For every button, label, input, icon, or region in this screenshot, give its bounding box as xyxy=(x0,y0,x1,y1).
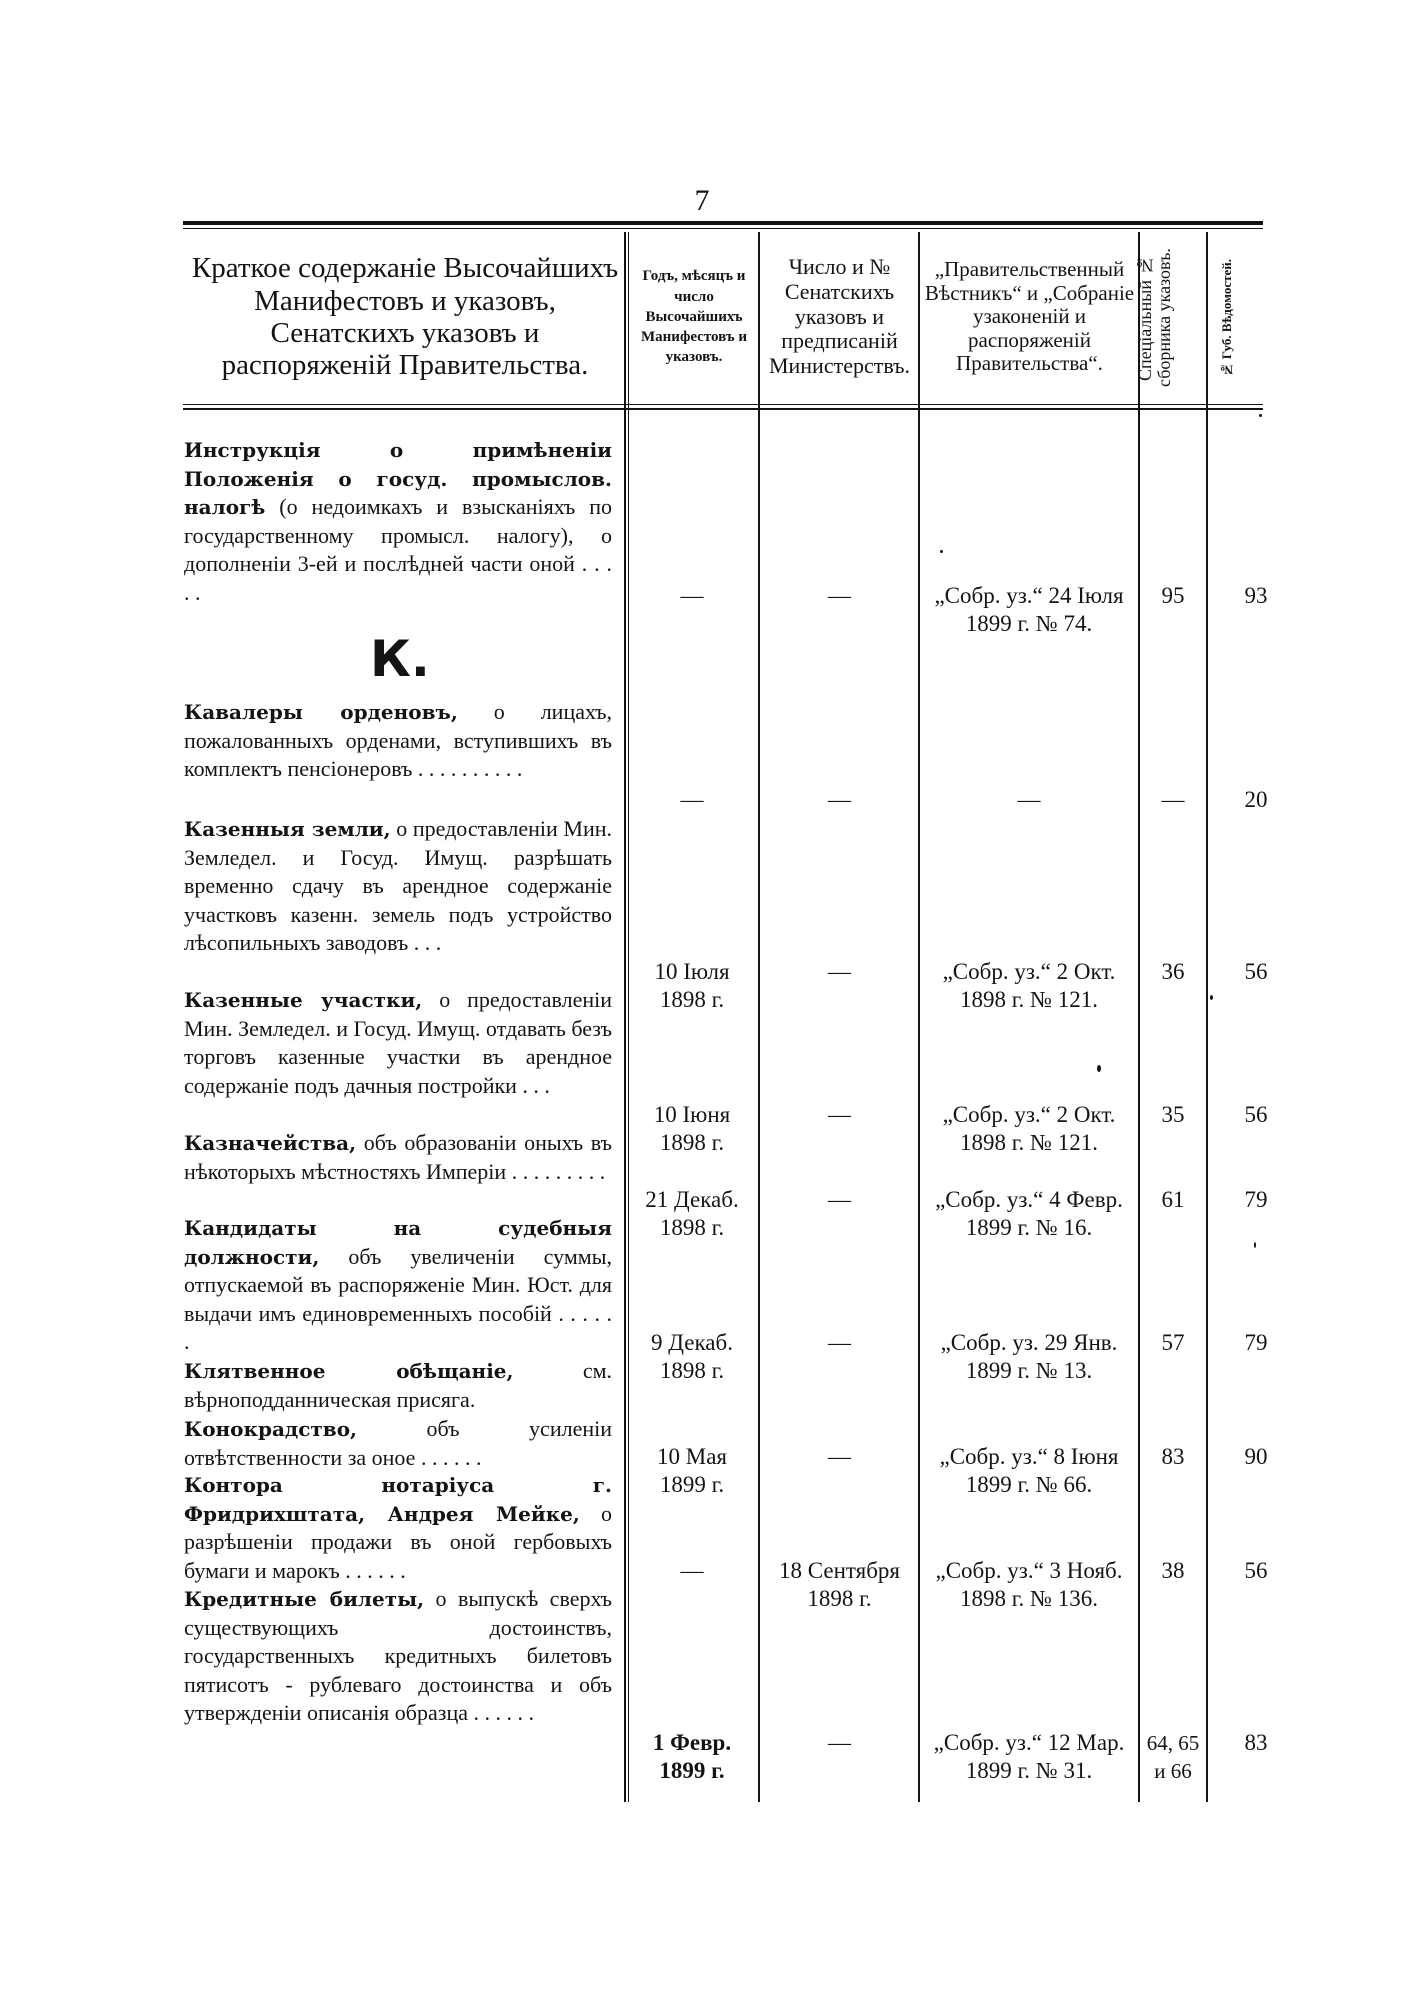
entry-1-gazette-1: — xyxy=(1017,787,1041,812)
entry-9-gazette-1: „Собр. уз.“ 12 Мар. xyxy=(933,1730,1125,1755)
top-rule-thick xyxy=(183,221,1263,225)
header-rule-thin xyxy=(183,404,1263,405)
entry-instruction: Инструкція о примѣненіи Положенія о госуд. промыслов. налогѣ (о недоимкахъ и взысканіяхъ по государственному промысл. налогу), о дополненіи 3-ей и послѣдней части оной . . . . . xyxy=(184,438,612,605)
entry-9-gub: 83 xyxy=(1244,1730,1268,1755)
entry-2-special: 36 xyxy=(1161,959,1185,984)
entry-3-gazette-2: 1898 г. № 121. xyxy=(959,1130,1099,1155)
entry-2-date: 10 Іюля xyxy=(654,959,730,984)
entry-9-date-year: 1899 г. xyxy=(659,1758,725,1783)
entry-5-date-year: 1898 г. xyxy=(659,1358,725,1383)
header-senate: Число и № Сенатскихъ указовъ и предписаній Министерствъ. xyxy=(768,254,911,378)
entry-9-senate: — xyxy=(828,1730,851,1755)
entry-1-date: — xyxy=(680,787,704,812)
entry-7-gazette-1: „Собр. уз.“ 8 Іюня xyxy=(939,1444,1119,1469)
entry-8-gazette-2: 1898 г. № 136. xyxy=(959,1586,1099,1611)
header-summary: Краткое содержаніе Высочайшихъ Манифестовъ и указовъ, Сенатскихъ указовъ и распоряженій Правительства. xyxy=(191,252,619,382)
entry-state-plots: Казенные участки, о предоставленіи Мин. Земледел. и Госуд. Имущ. отдавать безъ торговъ казенные участки въ арендное содержаніе подъ дачныя постройки . . . xyxy=(184,987,612,1098)
entry-9-gazette-2: 1899 г. № 31. xyxy=(965,1758,1093,1783)
header-date: Годъ, мѣсяцъ и число Высочайшихъ Манифестовъ и указовъ. xyxy=(641,268,747,366)
entry-2-date-year: 1898 г. xyxy=(659,987,725,1012)
entry-4-senate: — xyxy=(828,1187,851,1212)
header-gub-vedomosti: № Губ. Вѣдомостей. xyxy=(1219,258,1234,378)
entry-7-date-year: 1899 г. xyxy=(659,1472,725,1497)
entry-7-gazette-2: 1899 г. № 66. xyxy=(965,1472,1093,1497)
entry-5-date: 9 Декаб. xyxy=(651,1330,733,1355)
entry-2-gazette-2: 1898 г. № 121. xyxy=(959,987,1099,1012)
entry-8-special: 38 xyxy=(1161,1558,1185,1583)
entry-0-special: 95 xyxy=(1161,583,1185,608)
entry-oath: Клятвенное обѣщаніе, см. вѣрноподданническая присяга. xyxy=(184,1358,612,1412)
entry-8-gub: 56 xyxy=(1244,1558,1268,1583)
entry-0-date: — xyxy=(680,583,704,608)
entry-5-special: 57 xyxy=(1161,1330,1185,1355)
entry-cavaliers: Кавалеры орденовъ, о лицахъ, пожалованныхъ орденами, вступившихъ въ комплектъ пенсіонеровъ . . . . . . . . . . xyxy=(184,699,613,781)
entry-0-gazette-1: „Собр. уз.“ 24 Іюля xyxy=(934,583,1124,608)
page-number: 7 xyxy=(694,184,710,217)
header-special-collection: Спеціальный № сборника указовъ. xyxy=(1135,248,1174,388)
entry-9-date: 1 Февр. xyxy=(652,1730,732,1755)
entry-4-date-year: 1898 г. xyxy=(659,1215,725,1240)
entry-0-senate: — xyxy=(828,583,851,608)
entry-2-senate: — xyxy=(828,959,851,984)
entry-credit-notes: Кредитные билеты, о выпускѣ сверхъ существующихъ достоинствъ, государственныхъ кредитныхъ билетовъ пятисотъ - рублеваго достоинства и объ утвержденіи описанія образца . . . . . . xyxy=(184,1586,613,1725)
entry-3-date: 10 Іюня xyxy=(653,1102,731,1127)
entry-2-gazette-1: „Собр. уз.“ 2 Окт. xyxy=(942,959,1116,984)
entry-7-date: 10 Мая xyxy=(657,1444,727,1469)
entry-7-gub: 90 xyxy=(1244,1444,1268,1469)
entry-8-senate-year: 1898 г. xyxy=(807,1586,872,1611)
entry-horse-theft: Конокрадство, объ усиленіи отвѣтственности за оное . . . . . . xyxy=(184,1416,612,1470)
header-rule-thick xyxy=(183,408,1263,410)
entry-judicial-candidates: Кандидаты на судебныя должности, объ увеличеніи суммы, отпускаемой въ распоряженіе Мин. Юст. для выдачи имъ единовременныхъ пособій . . . . . . xyxy=(184,1216,612,1354)
entry-3-date-year: 1898 г. xyxy=(659,1130,725,1155)
entry-0-gazette-2: 1899 г. № 74. xyxy=(965,611,1093,636)
entry-1-gub: 20 xyxy=(1244,787,1268,812)
entry-3-senate: — xyxy=(828,1102,851,1127)
print-speck xyxy=(940,550,943,553)
entry-4-gazette-2: 1899 г. № 16. xyxy=(965,1215,1093,1240)
entry-5-gub: 79 xyxy=(1244,1330,1268,1355)
section-letter: К. xyxy=(370,630,430,688)
entry-9-special-2: и 66 xyxy=(1154,1759,1192,1783)
entry-1-special: — xyxy=(1161,787,1185,812)
print-speck xyxy=(1210,995,1213,1000)
entry-3-special: 35 xyxy=(1161,1102,1185,1127)
col-divider-5 xyxy=(1206,232,1208,1802)
entry-treasuries: Казначейства, объ образованіи оныхъ въ нѣкоторыхъ мѣстностяхъ Имперіи . . . . . . . . . xyxy=(184,1130,613,1184)
entry-0-gub: 93 xyxy=(1244,583,1268,608)
entry-4-gub: 79 xyxy=(1244,1187,1268,1212)
print-speck xyxy=(1254,1242,1256,1248)
entry-4-gazette-1: „Собр. уз.“ 4 Февр. xyxy=(935,1187,1123,1212)
entry-5-senate: — xyxy=(828,1330,851,1355)
entry-4-date: 21 Декаб. xyxy=(645,1187,739,1212)
entry-3-gazette-1: „Собр. уз.“ 2 Окт. xyxy=(942,1102,1116,1127)
header-gazette: „Правительственный Вѣстникъ“ и „Собраніе узаконеній и распоряженій Правительства“. xyxy=(924,257,1135,376)
entry-5-gazette-2: 1899 г. № 13. xyxy=(965,1358,1093,1383)
entry-7-senate: — xyxy=(828,1444,851,1469)
entry-8-date: — xyxy=(680,1558,704,1583)
entry-5-gazette-1: „Собр. уз. 29 Янв. xyxy=(940,1330,1118,1355)
entry-9-special: 64, 65 xyxy=(1146,1731,1200,1755)
entry-4-special: 61 xyxy=(1161,1187,1185,1212)
entry-state-lands: Казенныя земли, о предоставленіи Мин. Земледел. и Госуд. Имущ. разрѣшать временно сдачу въ арендное содержаніе участковъ казенн. земель подъ устройство лѣсопильныхъ заводовъ . . . xyxy=(184,816,613,955)
entry-2-gub: 56 xyxy=(1244,959,1268,984)
col-divider-2 xyxy=(758,232,760,1802)
entry-3-gub: 56 xyxy=(1244,1102,1268,1127)
top-rule-thin xyxy=(183,228,1263,229)
col-divider-1 xyxy=(624,232,626,1802)
print-speck xyxy=(1259,414,1262,417)
entry-8-senate: 18 Сентября xyxy=(779,1558,900,1583)
entry-7-special: 83 xyxy=(1161,1444,1185,1469)
entry-notary-office: Контора нотаріуса г. Фридрихштата, Андрея Мейке, о разрѣшеніи продажи въ оной гербовыхъ бумаги и марокъ . . . . . . xyxy=(184,1473,612,1583)
entry-8-gazette-1: „Собр. уз.“ 3 Нояб. xyxy=(935,1558,1123,1583)
print-speck xyxy=(1097,1065,1101,1072)
entry-1-senate: — xyxy=(828,787,851,812)
